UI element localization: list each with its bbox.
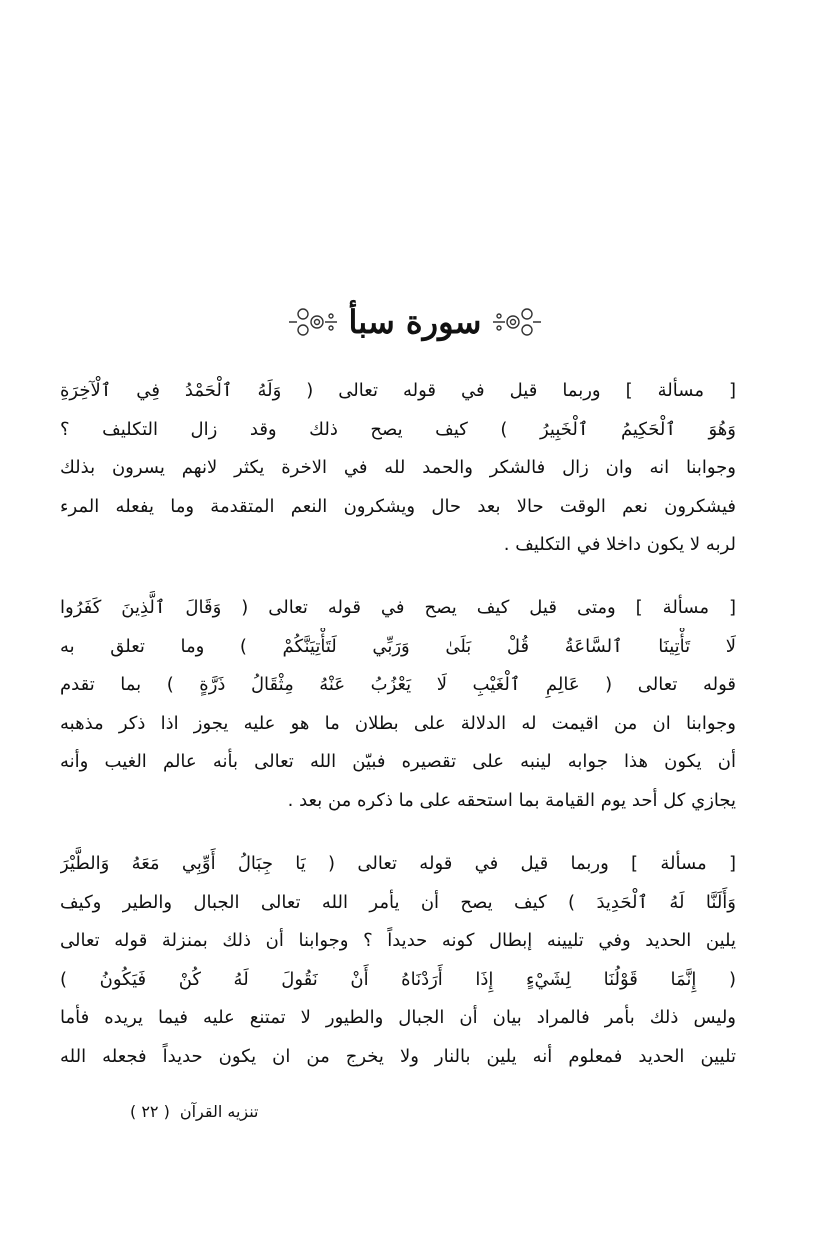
text-line: وَأَلَنَّا لَهُ ٱلْحَدِيدَ ) كيف يصح أن يأمر الله تعالى الجبال والطير وكيف <box>60 891 736 913</box>
text-line: وَهُوَ ٱلْحَكِيمُ ٱلْخَبِيرُ ) كيف يصح ذلك وقد زال التكليف ؟ <box>60 418 736 440</box>
text-line: تليين الحديد فمعلوم أنه يلين بالنار ولا يخرج من ان يكون حديداً فجعله الله <box>60 1045 736 1067</box>
text-line: فيشكرون نعم الوقت حالا بعد حال ويشكرون النعم المتقدمة وما يفعله المرء <box>60 495 736 517</box>
surah-title: سورة سبأ <box>348 303 482 341</box>
page-number: ( ٢٢ ) <box>130 1102 170 1121</box>
text-line: يلين الحديد وفي تليينه إبطال كونه حديداً ؟ وجوابنا أن ذلك بمنزلة قوله تعالى <box>60 930 736 951</box>
page-footer <box>130 1102 259 1121</box>
ornament-left-icon <box>285 302 341 342</box>
text-line: قوله تعالى ( عَالِمِ ٱلْغَيْبِ لَا يَعْزُبُ عَنْهُ مِثْقَالُ ذَرَّةٍ ) بما تقدم <box>60 674 736 695</box>
text-line: يجازي كل أحد يوم القيامة بما استحقه على ما ذكره من بعد . <box>287 789 736 811</box>
text-line: [ مسألة ] ومتى قيل كيف يصح في قوله تعالى ( وَقَالَ ٱلَّذِينَ كَفَرُوا <box>60 597 736 618</box>
text-line: وجوابنا انه وان زال فالشكر والحمد لله في الاخرة يكثر لانهم يسرون بذلك <box>60 457 736 478</box>
text-line: [ مسألة ] وربما قيل في قوله تعالى ( وَلَهُ ٱلْحَمْدُ فِي ٱلْآخِرَةِ <box>60 380 736 401</box>
text-line: لَا تَأْتِينَا ٱلسَّاعَةُ قُلْ بَلَىٰ وَرَبِّي لَتَأْتِيَنَّكُمْ ) وما تعلق به <box>60 635 736 657</box>
paragraph-3 <box>60 845 736 1076</box>
paragraph-2 <box>60 589 736 820</box>
ornament-right-icon <box>489 302 545 342</box>
paragraph-1 <box>60 372 736 565</box>
book-title: تنزيه القرآن <box>179 1102 259 1121</box>
text-line: لربه لا يكون داخلا في التكليف . <box>503 534 736 555</box>
text-line: [ مسألة ] وربما قيل في قوله تعالى ( يَا جِبَالُ أَوِّبِي مَعَهُ وَالطَّيْرَ <box>60 853 736 874</box>
text-line: وليس ذلك بأمر فالمراد بيان أن الجبال والطيور لا تمتنع عليه فيما يريده فأما <box>60 1007 736 1028</box>
text-line: أن يكون هذا جوابه لينبه على تقصيره فبيّن الله تعالى بأنه عالم الغيب وأنه <box>60 751 736 772</box>
text-line: وجوابنا ان من اقيمت له الدلالة على بطلان ما هو عليه يجوز اذا ذكر مذهبه <box>60 712 736 734</box>
text-line: ( إِنَّمَا قَوْلُنَا لِشَيْءٍ إِذَا أَرَدْنَاهُ أَنْ نَقُولَ لَهُ كُنْ فَيَكُونُ ) <box>60 968 736 990</box>
surah-heading <box>0 292 830 352</box>
